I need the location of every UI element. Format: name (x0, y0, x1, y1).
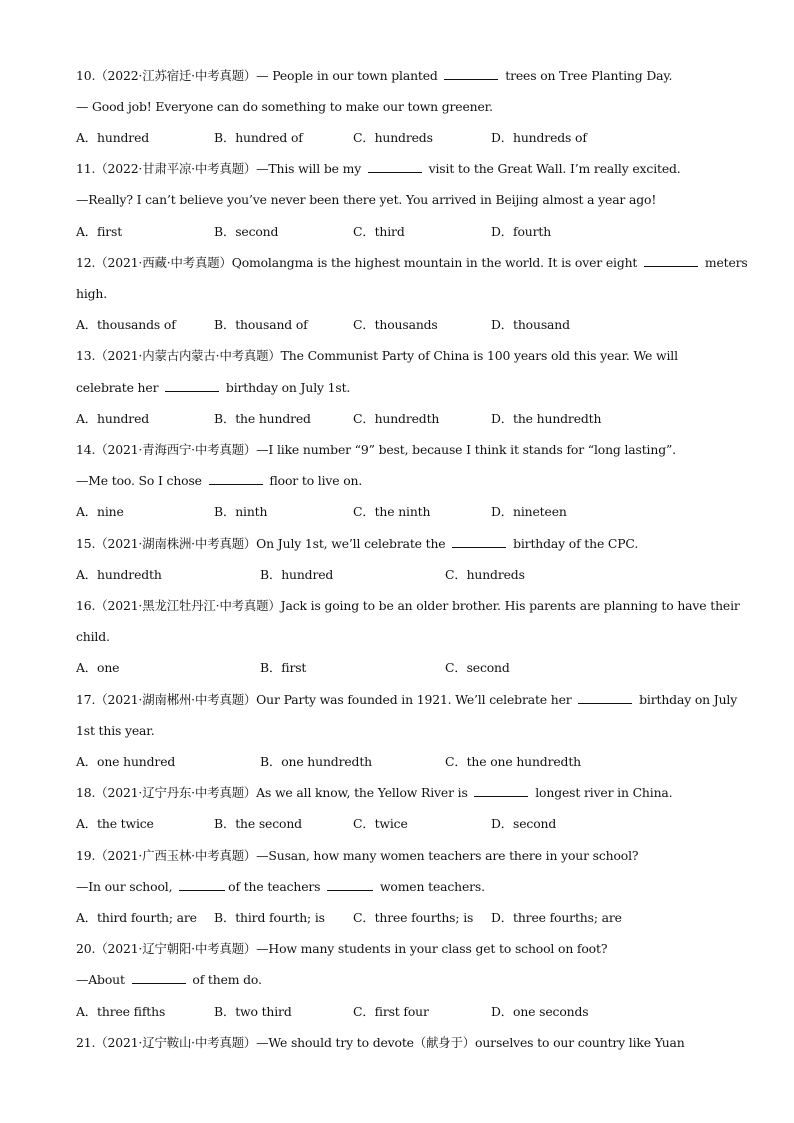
question-11-line2: —Really? I can’t believe you’ve never been there yet. You arrived in Beijing almost a year ago! (76, 192, 657, 207)
option-b: B．two third (214, 1004, 292, 1019)
option-c: C．hundreds (445, 567, 525, 582)
answer-blank (132, 972, 186, 984)
question-12-stem: 12.（2021·西藏·中考真题）Qomolangma is the highest mountain in the world. It is over eight meters (76, 255, 748, 270)
question-17-line2: 1st this year. (76, 723, 155, 738)
option-a: A．three fifths (76, 1004, 166, 1019)
option-a: A．one hundred (76, 754, 176, 769)
option-d: D．the hundredth (491, 411, 602, 426)
question-21-stem: 21.（2021·辽宁鞍山·中考真题）—We should try to devote（献身于）ourselves to our country like Yuan (76, 1035, 685, 1050)
option-c: C．second (445, 660, 510, 675)
option-c: C．first four (353, 1004, 429, 1019)
option-b: B．the second (214, 816, 302, 831)
question-12-line2: high. (76, 286, 108, 301)
option-c: C．hundreds (353, 130, 433, 145)
answer-blank (368, 161, 422, 173)
question-10-line2: — Good job! Everyone can do something to make our town greener. (76, 99, 493, 114)
option-c: C．hundredth (353, 411, 440, 426)
answer-blank (444, 68, 498, 80)
option-b: B．ninth (214, 504, 268, 519)
question-18-stem: 18.（2021·辽宁丹东·中考真题）As we all know, the Yellow River is longest river in China. (76, 785, 673, 800)
option-c: C．the one hundredth (445, 754, 581, 769)
option-c: C．the ninth (353, 504, 431, 519)
answer-blank (327, 879, 373, 891)
option-a: A．one (76, 660, 120, 675)
question-13-line2: celebrate her birthday on July 1st. (76, 380, 351, 395)
option-a: A．the twice (76, 816, 154, 831)
option-d: D．second (491, 816, 557, 831)
question-14-stem: 14.（2021·青海西宁·中考真题）—I like number “9” best, because I think it stands for “long lasting”. (76, 442, 676, 457)
option-a: A．third fourth; are (76, 910, 197, 925)
option-d: D．one seconds (491, 1004, 589, 1019)
option-b: B．third fourth; is (214, 910, 325, 925)
option-d: D．fourth (491, 224, 552, 239)
option-d: D．thousand (491, 317, 570, 332)
option-b: B．first (260, 660, 307, 675)
option-a: A．first (76, 224, 123, 239)
option-d: D．nineteen (491, 504, 567, 519)
question-20-stem: 20.（2021·辽宁朝阳·中考真题）—How many students in your class get to school on foot? (76, 941, 608, 956)
question-16-line2: child. (76, 629, 110, 644)
question-19-line2: —In our school, of the teachers women teachers. (76, 879, 485, 894)
question-15-stem: 15.（2021·湖南株洲·中考真题）On July 1st, we’ll celebrate the birthday of the CPC. (76, 536, 639, 551)
option-d: D．three fourths; are (491, 910, 622, 925)
question-17-stem: 17.（2021·湖南郴州·中考真题）Our Party was founded in 1921. We’ll celebrate her birthday on July (76, 692, 738, 707)
question-20-line2: —About of them do. (76, 972, 262, 987)
answer-blank (452, 536, 506, 548)
option-b: B．second (214, 224, 279, 239)
question-19-stem: 19.（2021·广西玉林·中考真题）—Susan, how many women teachers are there in your school? (76, 848, 639, 863)
option-b: B．hundred (260, 567, 334, 582)
option-a: A．hundredth (76, 567, 162, 582)
option-b: B．thousand of (214, 317, 308, 332)
question-13-stem: 13.（2021·内蒙古内蒙古·中考真题）The Communist Party of China is 100 years old this year. We will (76, 348, 678, 363)
option-b: B．the hundred (214, 411, 311, 426)
option-c: C．third (353, 224, 405, 239)
option-c: C．three fourths; is (353, 910, 474, 925)
answer-blank (578, 692, 632, 704)
question-11-stem: 11.（2022·甘肃平凉·中考真题）—This will be my visit to the Great Wall. I’m really excited. (76, 161, 681, 176)
question-10-stem: 10.（2022·江苏宿迁·中考真题）— People in our town planted trees on Tree Planting Day. (76, 68, 673, 83)
option-a: A．thousands of (76, 317, 176, 332)
option-c: C．twice (353, 816, 408, 831)
option-c: C．thousands (353, 317, 438, 332)
answer-blank (179, 879, 225, 891)
option-a: A．hundred (76, 411, 150, 426)
answer-blank (209, 473, 263, 485)
question-14-line2: —Me too. So I chose floor to live on. (76, 473, 363, 488)
option-d: D．hundreds of (491, 130, 587, 145)
option-a: A．nine (76, 504, 124, 519)
question-16-stem: 16.（2021·黑龙江牡丹江·中考真题）Jack is going to be an older brother. His parents are planning to have their (76, 598, 740, 613)
option-b: B．one hundredth (260, 754, 372, 769)
answer-blank (644, 255, 698, 267)
answer-blank (474, 785, 528, 797)
option-b: B．hundred of (214, 130, 303, 145)
answer-blank (165, 380, 219, 392)
option-a: A．hundred (76, 130, 150, 145)
